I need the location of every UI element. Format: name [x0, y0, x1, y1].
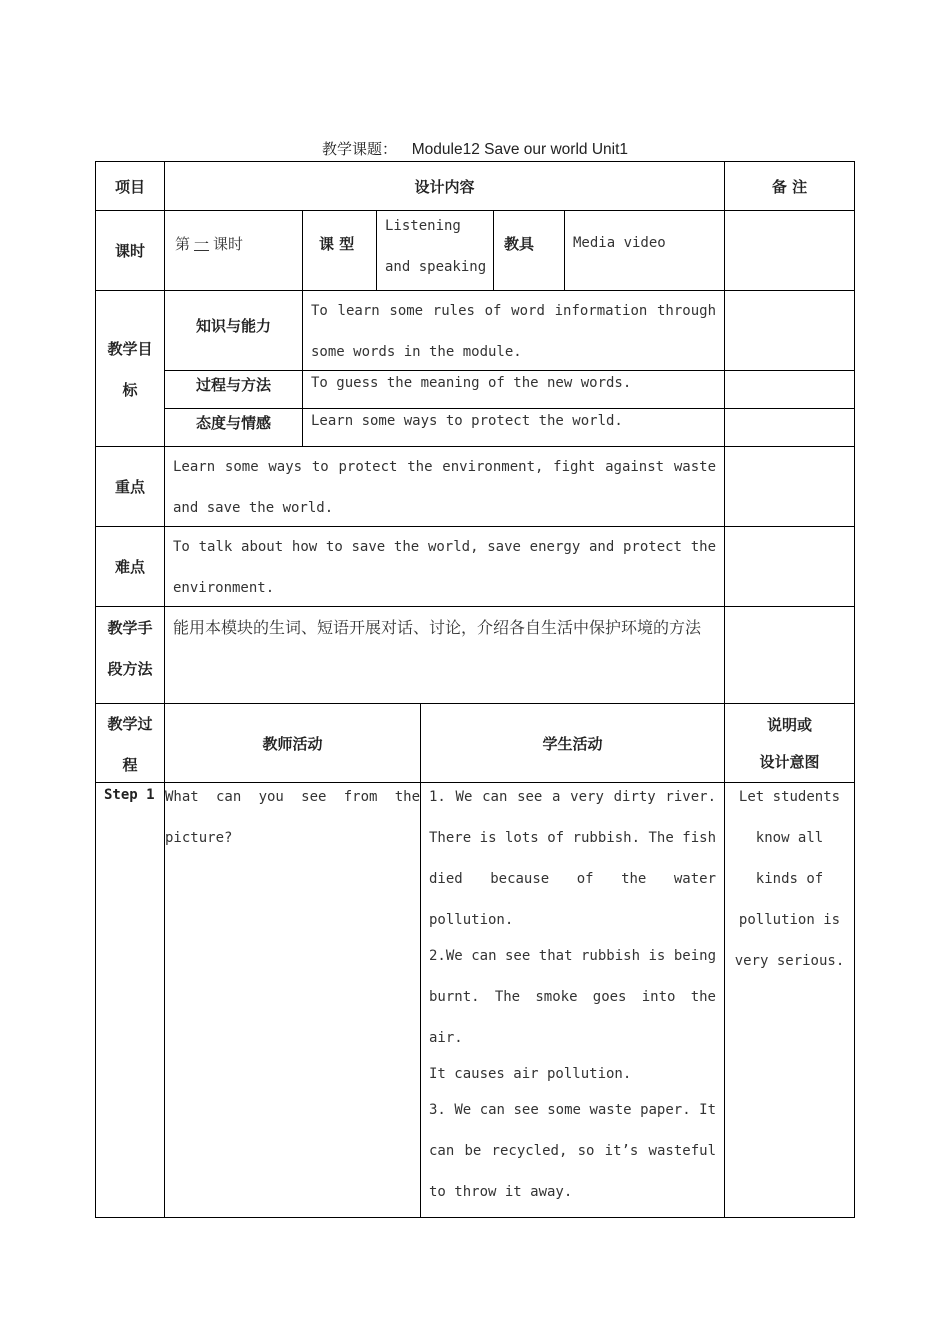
title-prefix: 教学课题：	[321, 140, 397, 158]
period-remark	[724, 210, 855, 291]
title-module: Module12 Save our world Unit1	[411, 141, 629, 158]
methods-remark	[724, 606, 855, 704]
step1-label: Step 1	[95, 782, 165, 1218]
objectives-label: 教学目 标	[95, 290, 165, 447]
key-points-text: Learn some ways to protect the environment, fight against waste and save the world.	[164, 446, 725, 527]
student-answer-2: 2.We can see that rubbish is being burnt. The smoke goes into the air.	[429, 948, 716, 1046]
lesson-title	[0, 138, 950, 159]
knowledge-label: 知识与能力	[164, 290, 303, 371]
student-answer-1: 1. We can see a very dirty river. There is lots of rubbish. The fish died because of the water pollution.	[429, 789, 716, 928]
process-label: 教学过 程	[95, 703, 165, 783]
header-design: 设计内容	[164, 161, 725, 211]
attitude-label: 态度与情感	[164, 408, 303, 447]
student-answer-2b: It causes air pollution.	[429, 1066, 632, 1082]
step1-teacher: What can you see from the picture?	[164, 782, 421, 1218]
process-method-remark	[724, 370, 855, 409]
note-header: 说明或 设计意图	[724, 703, 855, 783]
period-value: 第 一 课时	[164, 210, 303, 291]
student-activity-header: 学生活动	[420, 703, 725, 783]
student-answer-3: 3. We can see some waste paper. It can be recycled, so it’s wasteful to throw it away.	[429, 1102, 716, 1200]
difficulties-remark	[724, 526, 855, 607]
methods-text: 能用本模块的生词、短语开展对话、讨论，介绍各自生活中保护环境的方法	[164, 606, 725, 704]
key-points-remark	[724, 446, 855, 527]
attitude-remark	[724, 408, 855, 447]
step1-note: Let students know all kinds of pollution is very serious.	[724, 782, 855, 1218]
header-item: 项目	[95, 161, 165, 211]
aids-value: Media video	[564, 210, 725, 291]
teacher-activity-header: 教师活动	[164, 703, 421, 783]
type-label: 课 型	[302, 210, 377, 291]
process-method-text: To guess the meaning of the new words.	[302, 370, 725, 409]
methods-label: 教学手 段方法	[95, 606, 165, 704]
header-remarks: 备 注	[724, 161, 855, 211]
aids-label: 教具	[493, 210, 565, 291]
attitude-text: Learn some ways to protect the world.	[302, 408, 725, 447]
process-method-label: 过程与方法	[164, 370, 303, 409]
period-label: 课时	[95, 210, 165, 291]
difficulties-label: 难点	[95, 526, 165, 607]
step1-student	[420, 782, 725, 1218]
key-points-label: 重点	[95, 446, 165, 527]
knowledge-remark	[724, 290, 855, 371]
knowledge-text: To learn some rules of word information through some words in the module.	[302, 290, 725, 371]
type-value: Listening and speaking	[376, 210, 494, 291]
difficulties-text: To talk about how to save the world, save energy and protect the environment.	[164, 526, 725, 607]
